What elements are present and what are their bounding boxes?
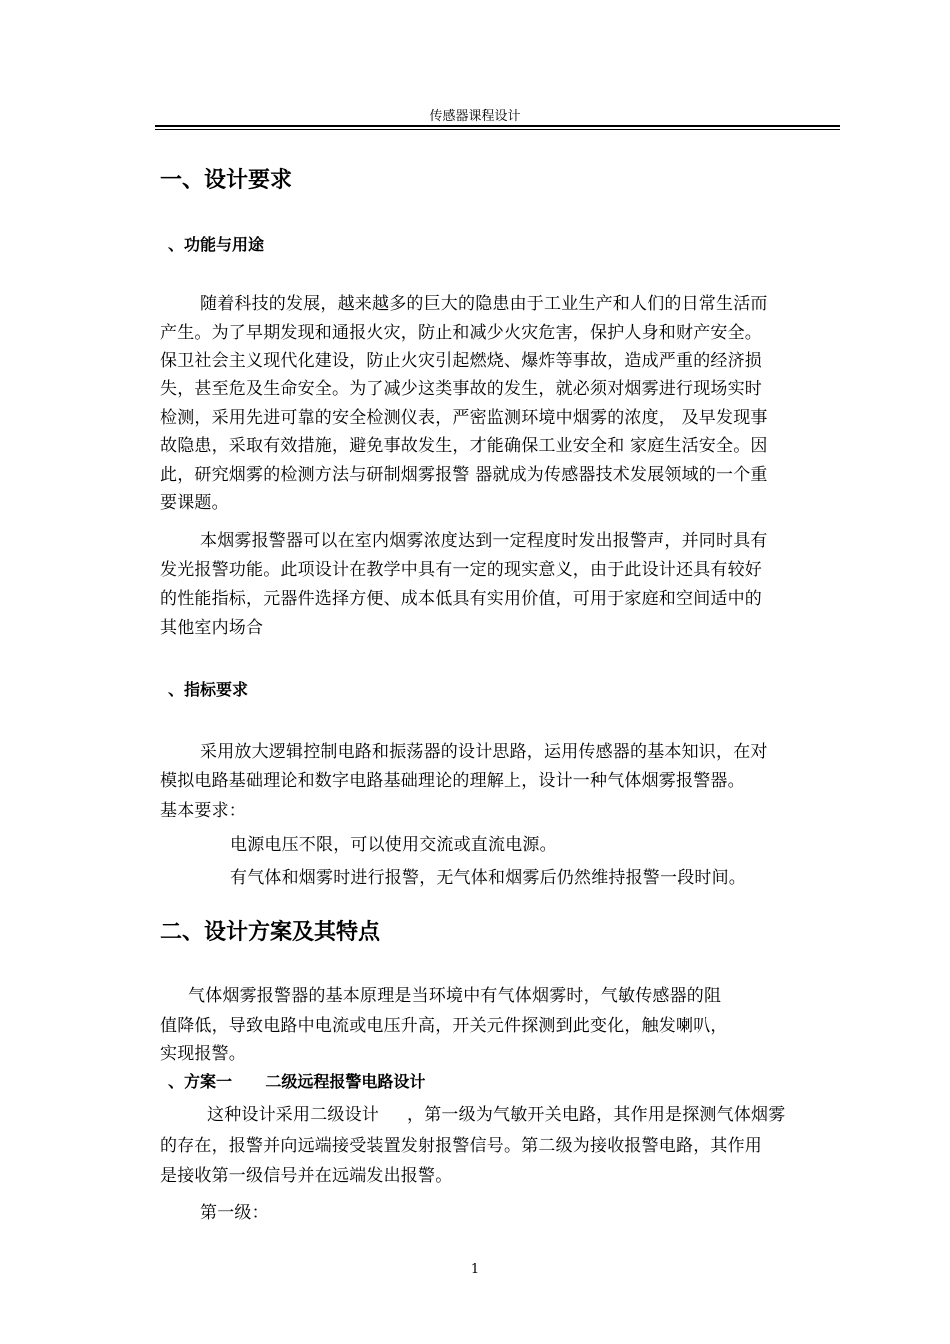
plan1-para-line: 这种设计采用二级设计 ，第一级为气敏开关电路，其作用是探测气体烟雾 — [207, 1105, 786, 1125]
page-header-title: 传感器课程设计 — [429, 109, 521, 124]
plan1-para-line: 是接收第一级信号并在远端发出报警。 — [160, 1166, 453, 1186]
section1-heading: 一、设计要求 — [160, 168, 293, 193]
para2-line: 的性能指标，元器件选择方便、成本低具有实用价值，可用于家庭和空间适中的 — [160, 589, 762, 609]
para1-line: 随着科技的发展，越来越多的巨大的隐患由于工业生产和人们的日常生活而 — [200, 294, 768, 314]
basic-requirements-label: 基本要求： — [160, 801, 246, 821]
para1-line: 产生。为了早期发现和通报火灾，防止和减少火灾危害，保护人身和财产安全。 — [160, 323, 762, 343]
para1-line: 故隐患，采取有效措施，避免事故发生，才能确保工业安全和 家庭生活安全。因 — [160, 436, 768, 456]
stage1-label: 第一级： — [200, 1203, 269, 1223]
para2-line: 本烟雾报警器可以在室内烟雾浓度达到一定程度时发出报警声，并同时具有 — [200, 531, 768, 551]
sub2-para-line: 采用放大逻辑控制电路和振荡器的设计思路，运用传感器的基本知识，在对 — [200, 742, 768, 762]
plan1-heading: 、方案一 二级远程报警电路设计 — [168, 1072, 426, 1091]
requirement-item: 有气体和烟雾时进行报警，无气体和烟雾后仍然维持报警一段时间。 — [230, 868, 746, 888]
para1-line: 失，甚至危及生命安全。为了减少这类事故的发生，就必须对烟雾进行现场实时 — [160, 379, 762, 399]
section1-sub2-heading: 、指标要求 — [168, 680, 249, 699]
para2-line: 其他室内场合 — [160, 618, 264, 638]
para1-line: 保卫社会主义现代化建设，防止火灾引起燃烧、爆炸等事故，造成严重的经济损 — [160, 351, 762, 371]
sub2-para-line: 模拟电路基础理论和数字电路基础理论的理解上，设计一种气体烟雾报警器。 — [160, 771, 745, 791]
page-number: 1 — [470, 1262, 480, 1277]
section2-heading: 二、设计方案及其特点 — [160, 920, 381, 945]
section1-sub1-heading: 、功能与用途 — [168, 235, 265, 254]
requirement-item: 电源电压不限，可以使用交流或直流电源。 — [230, 835, 557, 855]
para1-line: 检测，采用先进可靠的安全检测仪表，严密监测环境中烟雾的浓度， 及早发现事 — [160, 408, 768, 428]
para1-line: 此，研究烟雾的检测方法与研制烟雾报警 器就成为传感器技术发展领域的一个重 — [160, 465, 768, 485]
para2-line: 发光报警功能。此项设计在教学中具有一定的现实意义，由于此设计还具有较好 — [160, 560, 762, 580]
header-rule-thin — [155, 129, 840, 130]
section2-intro-line: 实现报警。 — [160, 1044, 246, 1064]
header-rule-thick — [155, 125, 840, 127]
section2-intro-line: 值降低，导致电路中电流或电压升高，开关元件探测到此变化，触发喇叭， — [160, 1016, 728, 1036]
para1-line: 要课题。 — [160, 493, 229, 513]
plan1-para-line: 的存在，报警并向远端接受装置发射报警信号。第二级为接收报警电路，其作用 — [160, 1136, 762, 1156]
section2-intro-line: 气体烟雾报警器的基本原理是当环境中有气体烟雾时，气敏传感器的阻 — [188, 986, 722, 1006]
